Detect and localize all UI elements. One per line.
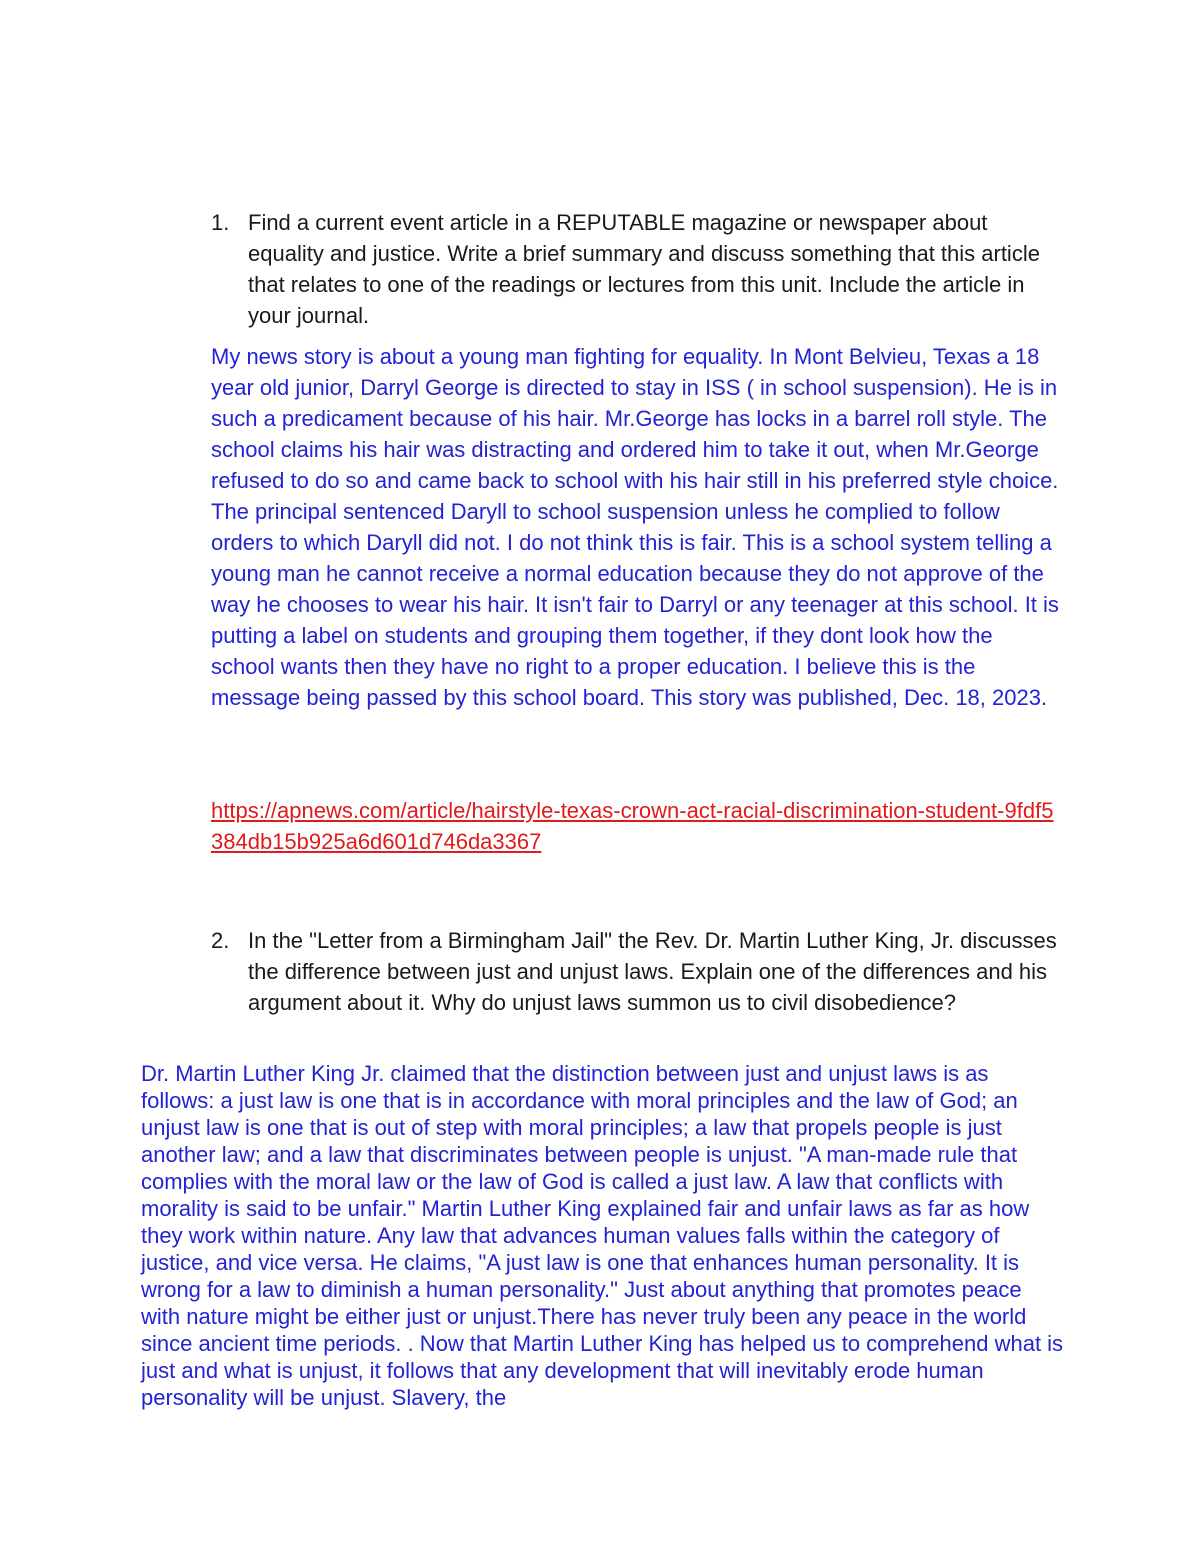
question-1-number: 1. — [211, 210, 230, 235]
article-link[interactable]: https://apnews.com/article/hairstyle-texas-crown-act-racial-discrimination-student-9fdf5384db15b925a6d601d746da3367 — [211, 798, 1054, 854]
question-2-number: 2. — [211, 928, 230, 953]
answer-1-text: My news story is about a young man fighting for equality. In Mont Belvieu, Texas a 18 year old junior, Darryl George is directed to stay in ISS ( in school suspension). He is in such a predicament because of his hair. Mr.George has locks in a barrel roll style. The school claims his hair was distracting and ordered him to take it out, when Mr.George refused to do so and came back to school with his hair still in his preferred style choice. The principal sentenced Daryll to school suspension unless he complied to follow orders to which Daryll did not. I do not think this is fair. This is a school system telling a young man he cannot receive a normal education because they do not approve of the way he chooses to wear his hair. It isn't fair to Darryl or any teenager at this school. It is putting a label on students and grouping them together, if they dont look how the school wants then they have no right to a proper education. I believe this is the message being passed by this school board. This story was published, Dec. 18, 2023. — [211, 344, 1059, 710]
question-1-text: Find a current event article in a REPUTABLE magazine or newspaper about equality and justice. Write a brief summary and discuss something that this article that relates to one of the readings or lectures from this unit. Include the article in your journal. — [248, 210, 1040, 328]
answer-2-text: Dr. Martin Luther King Jr. claimed that the distinction between just and unjust laws is as follows: a just law is one that is in accordance with moral principles and the law of God; an unjust law is one that is out of step with moral principles; a law that propels people is just another law; and a law that discriminates between people is unjust. "A man-made rule that complies with the moral law or the law of God is called a just law. A law that conflicts with morality is said to be unfair." Martin Luther King explained fair and unfair laws as far as how they work within nature. Any law that advances human values falls within the category of justice, and vice versa. He claims, "A just law is one that enhances human personality. It is wrong for a law to diminish a human personality." Just about anything that promotes peace with nature might be either just or unjust.There has never truly been any peace in the world since ancient time periods. . Now that Martin Luther King has helped us to comprehend what is just and what is unjust, it follows that any development that will inevitably erode human personality will be unjust. Slavery, the — [141, 1061, 1064, 1410]
question-2 — [211, 925, 1068, 1018]
question-2-text: In the "Letter from a Birmingham Jail" the Rev. Dr. Martin Luther King, Jr. discusses the difference between just and unjust laws. Explain one of the differences and his argument about it. Why do unjust laws summon us to civil disobedience? — [248, 928, 1057, 1015]
question-1 — [211, 207, 1068, 331]
